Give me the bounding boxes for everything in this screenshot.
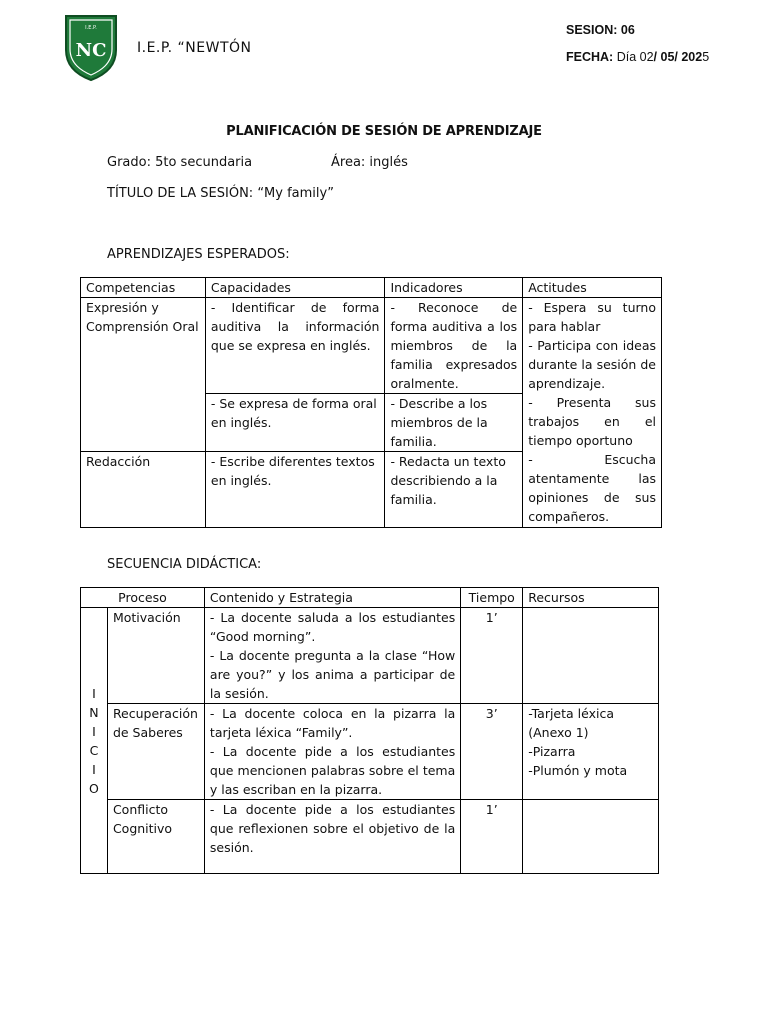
proceso-cell: Recuperación de Saberes: [107, 704, 204, 800]
contenido-cell: - La docente coloca en la pizarra la tarjeta léxica “Family”. - La docente pide a los estudiantes que mencionen palabras sobre el tema y las escriban en la pizarra.: [204, 704, 460, 800]
capacidad-cell: - Escribe diferentes textos en inglés.: [205, 452, 385, 528]
col-header-contenido: Contenido y Estrategia: [204, 588, 460, 608]
date-label: FECHA:: [566, 50, 614, 64]
recursos-cell: [523, 800, 659, 874]
table-row: [81, 800, 659, 874]
indicador-cell: - Reconoce de forma auditiva a los miembros de la familia expresados oralmente.: [385, 298, 523, 394]
actitudes-cell: [523, 298, 662, 528]
indicador-cell: - Redacta un texto describiendo a la familia.: [385, 452, 523, 528]
capacidad-cell: - Identificar de forma auditiva la información que se expresa en inglés.: [205, 298, 385, 394]
col-header-indicadores: Indicadores: [385, 278, 523, 298]
table-row: [81, 608, 659, 704]
session-date: [566, 50, 709, 64]
proceso-cell: Motivación: [107, 608, 204, 704]
competencia-cell: Redacción: [81, 452, 206, 528]
inicio-vertical-label: I N I C I O: [81, 608, 108, 874]
logo-initials: NC: [75, 40, 107, 61]
table-row: [81, 704, 659, 800]
recursos-cell: -Tarjeta léxica (Anexo 1) -Pizarra -Plumón y mota: [523, 704, 659, 800]
table-row: [81, 298, 662, 394]
col-header-tiempo: Tiempo: [461, 588, 523, 608]
contenido-cell: - La docente pide a los estudiantes que reflexionen sobre el objetivo de la sesión.: [204, 800, 460, 874]
table-header-row: [81, 278, 662, 298]
grade-label: Grado: 5to secundaria: [107, 155, 253, 170]
document-title: PLANIFICACIÓN DE SESIÓN DE APRENDIZAJE: [226, 124, 542, 139]
session-number: SESION: 06: [566, 23, 635, 37]
area-label: Área: inglés: [331, 155, 408, 170]
school-logo-crest: [62, 12, 120, 82]
logo-top-text: I.E.P.: [85, 25, 97, 31]
capacidad-cell: - Se expresa de forma oral en inglés.: [205, 394, 385, 452]
contenido-cell: - La docente saluda a los estudiantes “Good morning”. - La docente pregunta a la clase “How are you?” y los anima a participar de la sesión.: [204, 608, 460, 704]
actitud-item: - Espera su turno para hablar: [528, 300, 656, 334]
school-name: I.E.P. “NEWTÓN: [137, 40, 252, 56]
date-end: 5: [702, 50, 710, 64]
date-day: Día 02: [616, 50, 654, 64]
recursos-cell: [523, 608, 659, 704]
col-header-capacidades: Capacidades: [205, 278, 385, 298]
tiempo-cell: 1’: [461, 608, 523, 704]
expected-learning-heading: APRENDIZAJES ESPERADOS:: [107, 247, 290, 262]
didactic-sequence-table: [80, 587, 659, 874]
tiempo-cell: 1’: [461, 800, 523, 874]
actitud-item: - Presenta sus trabajos en el tiempo oportuno: [528, 395, 656, 448]
didactic-sequence-heading: SECUENCIA DIDÁCTICA:: [107, 557, 262, 572]
date-rest: / 05/ 202: [653, 50, 703, 64]
col-header-competencias: Competencias: [81, 278, 206, 298]
proceso-cell: Conflicto Cognitivo: [107, 800, 204, 874]
col-header-proceso: Proceso: [81, 588, 205, 608]
competencia-cell: Expresión y Comprensión Oral: [81, 298, 206, 452]
expected-learning-table: [80, 277, 662, 528]
actitud-item: - Escucha atentamente las opiniones de sus compañeros.: [528, 452, 656, 524]
session-title: TÍTULO DE LA SESIÓN: “My family”: [107, 186, 334, 201]
indicador-cell: - Describe a los miembros de la familia.: [385, 394, 523, 452]
col-header-recursos: Recursos: [523, 588, 659, 608]
col-header-actitudes: Actitudes: [523, 278, 662, 298]
tiempo-cell: 3’: [461, 704, 523, 800]
actitud-item: - Participa con ideas durante la sesión de aprendizaje.: [528, 338, 656, 391]
table-header-row: [81, 588, 659, 608]
